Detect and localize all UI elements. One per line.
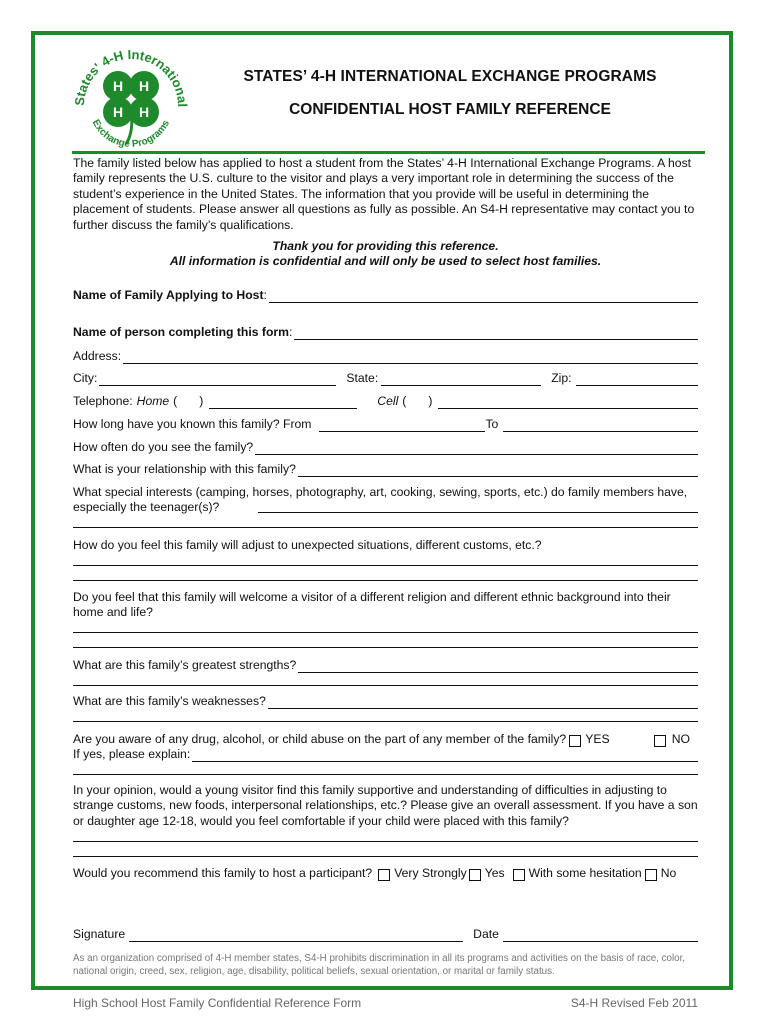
thanks-note (73, 239, 698, 270)
logo-arc-text: States' 4-H International (71, 46, 191, 108)
logo-bottom-text: Exchange Programs (89, 117, 172, 150)
home-phone-field[interactable] (209, 396, 357, 409)
signature-row (73, 927, 698, 942)
relationship-field[interactable] (298, 464, 698, 477)
no-recommend-checkbox[interactable] (645, 869, 657, 881)
state-label: State: (346, 371, 379, 385)
colon: : (263, 288, 267, 302)
signature-field[interactable] (129, 929, 463, 942)
weaknesses-row (73, 694, 698, 709)
explain-row (73, 747, 698, 762)
strengths-row (73, 658, 698, 673)
cell-phone-field[interactable] (438, 396, 698, 409)
clover-letter: H (138, 104, 150, 120)
known-to-field[interactable] (503, 419, 698, 432)
welcome-line[interactable] (73, 632, 698, 633)
yes-label: YES (585, 732, 610, 746)
weaknesses-label: What are this family’s weaknesses? (73, 694, 266, 708)
adjust-line[interactable] (73, 580, 698, 581)
close-paren: ) (199, 394, 204, 408)
welcome-question: Do you feel that this family will welcome a visitor of a different religion and different ethnic background into their home and life? (73, 590, 671, 620)
address-row (73, 349, 698, 364)
open-paren: ( (173, 394, 178, 408)
no-recommend-label: No (660, 866, 677, 880)
form-subtitle: CONFIDENTIAL HOST FAMILY REFERENCE (289, 101, 611, 118)
yes-checkbox[interactable] (569, 735, 581, 747)
confidential-line: All information is confidential and will only be used to select host families. (169, 254, 602, 269)
open-paren: ( (402, 394, 407, 408)
cell-label: Cell (377, 394, 399, 408)
how-often-row (73, 440, 698, 455)
yes-recommend-checkbox[interactable] (469, 869, 481, 881)
adjust-line[interactable] (73, 565, 698, 566)
no-checkbox[interactable] (654, 735, 666, 747)
hesitation-label: With some hesitation (528, 866, 642, 880)
interests-label: What special interests (camping, horses, photography, art, cooking, sewing, sports, etc.) do family members have, especially the teenager(s)? (73, 485, 688, 515)
close-paren: ) (428, 394, 433, 408)
colon: : (289, 325, 293, 339)
person-name-field[interactable] (294, 327, 698, 340)
zip-label: Zip: (551, 371, 572, 385)
explain-field[interactable] (192, 749, 698, 762)
clover-letter: H (112, 78, 124, 94)
explain-line[interactable] (73, 774, 698, 775)
hesitation-checkbox[interactable] (513, 869, 525, 881)
recommend-row (73, 866, 698, 881)
footer-revision: S4-H Revised Feb 2011 (570, 996, 698, 1010)
strengths-field[interactable] (298, 660, 698, 673)
interests-line[interactable] (73, 527, 698, 528)
recommend-label: Would you recommend this family to host a participant? (73, 866, 373, 880)
welcome-line[interactable] (73, 647, 698, 648)
thanks-line: Thank you for providing this reference. (272, 239, 499, 253)
known-from-field[interactable] (319, 419, 485, 432)
family-name-row (73, 288, 698, 303)
person-name-label: Name of person completing this form (73, 325, 290, 339)
strengths-line[interactable] (73, 685, 698, 686)
adjust-question: How do you feel this family will adjust to unexpected situations, different customs, etc.? (73, 538, 542, 552)
family-name-field[interactable] (269, 290, 698, 303)
weaknesses-field[interactable] (268, 696, 698, 709)
known-from-label: How long have you known this family? From (73, 417, 312, 431)
nondiscrimination-notice: As an organization comprised of 4-H member states, S4-H prohibits discrimination in all its programs and activities on the basis of race, color, national origin, creed, sex, religion, age, disability, political beliefs, sexual orientation, or marital or family status. (73, 953, 686, 977)
opinion-line[interactable] (73, 841, 698, 842)
person-name-row (73, 325, 698, 340)
date-label: Date (473, 927, 499, 941)
no-label: NO (671, 732, 690, 746)
city-label: City: (73, 371, 98, 385)
very-strongly-checkbox[interactable] (378, 869, 390, 881)
telephone-label: Telephone: (73, 394, 133, 408)
clover-letter: H (138, 78, 150, 94)
abuse-row (73, 732, 698, 747)
city-row (73, 371, 698, 386)
intro-paragraph: The family listed below has applied to host a student from the States’ 4-H International Exchange Programs. A host family represents the U.S. culture to the visitor and plays a very important role in determining the success of the student’s experience in the United States. The information that you provide will be useful in determining the placement of students. Please answer all questions as fully as possible. An S4-H representative may contact you to further discuss the family’s qualifications. (73, 156, 695, 232)
signature-label: Signature (73, 927, 126, 941)
known-to-label: To (485, 417, 499, 431)
how-often-label: How often do you see the family? (73, 440, 254, 454)
abuse-label: Are you aware of any drug, alcohol, or child abuse on the part of any member of the family? (73, 732, 567, 746)
interests-field[interactable] (258, 512, 698, 513)
city-field[interactable] (99, 373, 336, 386)
telephone-row (73, 394, 698, 409)
explain-label: If yes, please explain: (73, 747, 191, 761)
very-strongly-label: Very Strongly (394, 866, 467, 880)
address-field[interactable] (123, 351, 698, 364)
strengths-label: What are this family’s greatest strengths? (73, 658, 297, 672)
4h-clover-logo (70, 40, 192, 158)
home-label: Home (136, 394, 170, 408)
date-field[interactable] (503, 929, 698, 942)
footer-form-name: High School Host Family Confidential Reference Form (73, 996, 362, 1010)
weaknesses-line[interactable] (73, 721, 698, 722)
yes-recommend-label: Yes (484, 866, 505, 880)
known-row (73, 417, 698, 432)
address-label: Address: (73, 349, 122, 363)
opinion-line[interactable] (73, 856, 698, 857)
opinion-question: In your opinion, would a young visitor find this family supportive and understanding of difficulties in adjusting to strange customs, new foods, interpersonal relationships, etc.? Please give an overall assessment. If you have a son or daughter age 12-18, would you feel comfortable if your child were placed with this family? (73, 783, 698, 828)
how-often-field[interactable] (255, 442, 698, 455)
form-title: STATES’ 4-H INTERNATIONAL EXCHANGE PROGRAMS (243, 68, 657, 85)
relationship-label: What is your relationship with this family? (73, 462, 296, 476)
state-field[interactable] (381, 373, 541, 386)
clover-letter: H (112, 104, 124, 120)
family-name-label: Name of Family Applying to Host (73, 288, 264, 302)
relationship-row (73, 462, 698, 477)
header-rule (72, 151, 705, 154)
zip-field[interactable] (576, 373, 698, 386)
page-footer (73, 996, 698, 1010)
